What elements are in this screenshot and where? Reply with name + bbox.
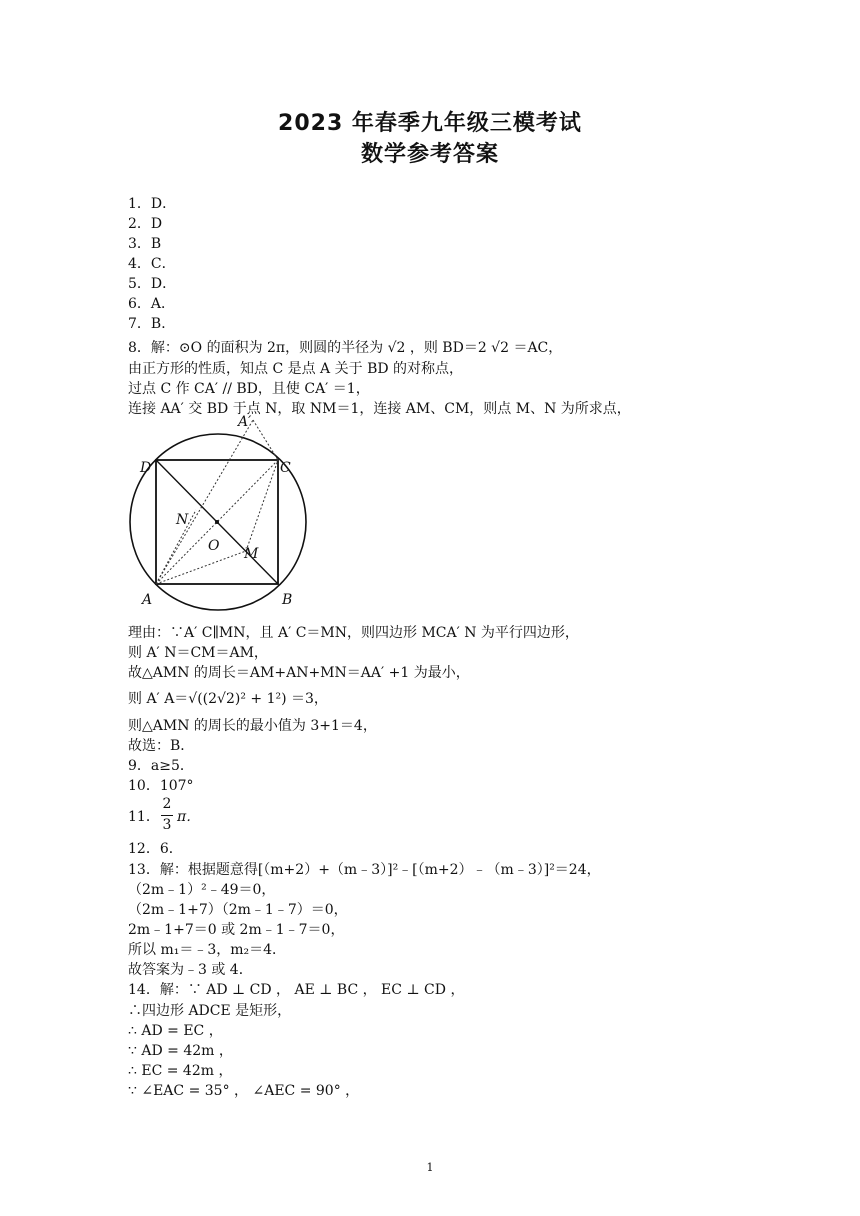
solution-line: ∴ EC = 42m ，	[128, 1063, 233, 1079]
answer-line: 1．D．	[128, 196, 177, 212]
solution-line: 则 A′ A＝√((2√2)² + 1²) ＝3，	[128, 691, 328, 707]
answer-11-prefix: 11．	[128, 809, 160, 825]
solution-line: ∴ AD = EC ，	[128, 1023, 223, 1039]
solution-line: 2m﹣1+7＝0 或 2m﹣1﹣7＝0，	[128, 922, 345, 938]
answer-line: 6．A．	[128, 296, 176, 312]
dotted-cm	[246, 460, 278, 551]
answer-line: 12．6．	[128, 841, 183, 857]
fraction-numerator: 2	[162, 796, 172, 812]
solution-line: 过点 C 作 CA′ // BD，且使 CA′ ＝1，	[128, 381, 370, 397]
solution-line: 故选：B．	[128, 738, 195, 754]
solution-line: 则△AMN 的周长的最小值为 3+1＝4，	[128, 718, 377, 734]
solution-line: （2m﹣1）²﹣49＝0，	[128, 882, 276, 898]
solution-line: 连接 AA′ 交 BD 于点 N，取 NM＝1，连接 AM、CM，则点 M、N 为所求点，	[128, 401, 631, 417]
answer-line: 5．D．	[128, 276, 177, 292]
fraction-bar	[161, 815, 173, 816]
solution-line: （2m﹣1+7）（2m﹣1﹣7）＝0，	[128, 902, 348, 918]
solution-line: 8．解：⊙O 的面积为 2π，则圆的半径为 √2 ，则 BD＝2 √2 ＝AC，	[128, 340, 563, 356]
solution-line: ∵ AD = 42m ，	[128, 1043, 233, 1059]
answer-line: 10．107°	[128, 778, 194, 794]
solution-line: 13．解：根据题意得[（m+2）+（m﹣3）]²﹣[（m+2）﹣（m﹣3）]²＝24，	[128, 862, 601, 878]
answer-11-suffix: π．	[177, 809, 201, 825]
answer-line: 3．B	[128, 236, 162, 252]
solution-line: 理由：∵A′ C∥MN，且 A′ C＝MN，则四边形 MCA′ N 为平行四边形，	[128, 625, 579, 641]
label-a-prime: A′	[238, 414, 252, 430]
fraction-two-thirds	[160, 796, 174, 836]
label-n: N	[176, 512, 189, 528]
document-subtitle: 数学参考答案	[360, 142, 499, 167]
solution-line: ∴四边形 ADCE 是矩形，	[128, 1003, 292, 1019]
label-c: C	[280, 460, 291, 476]
label-b: B	[282, 592, 293, 608]
solution-line: 所以 m₁＝﹣3，m₂＝4．	[128, 942, 287, 958]
page-number: 1	[426, 1161, 434, 1174]
dotted-aa-prime	[156, 420, 253, 584]
label-a: A	[142, 592, 153, 608]
solution-line: 故△AMN 的周长＝AM+AN+MN＝AA′ +1 为最小，	[128, 665, 470, 681]
solution-line: 故答案为﹣3 或 4．	[128, 962, 253, 978]
label-o: O	[208, 538, 220, 554]
answer-line: 9．a≥5．	[128, 758, 194, 774]
solution-line: 14．解：∵ AD ⊥ CD ， AE ⊥ BC ， EC ⊥ CD ，	[128, 982, 465, 998]
label-m: M	[244, 546, 259, 562]
dotted-ca-prime	[253, 420, 278, 460]
center-point	[215, 520, 219, 524]
document-title: 2023 年春季九年级三模考试	[278, 111, 582, 136]
label-d: D	[140, 460, 152, 476]
answer-line: 7．B．	[128, 316, 176, 332]
fraction-denominator: 3	[162, 817, 172, 833]
solution-line: 则 A′ N＝CM＝AM，	[128, 645, 268, 661]
answer-line: 2．D	[128, 216, 163, 232]
solution-line: 由正方形的性质，知点 C 是点 A 关于 BD 的对称点，	[128, 361, 464, 377]
answer-line: 4．C．	[128, 256, 176, 272]
dotted-am	[156, 551, 246, 584]
geometry-figure	[128, 412, 308, 612]
solution-line: ∵ ∠EAC = 35° ， ∠AEC = 90° ，	[128, 1083, 360, 1099]
